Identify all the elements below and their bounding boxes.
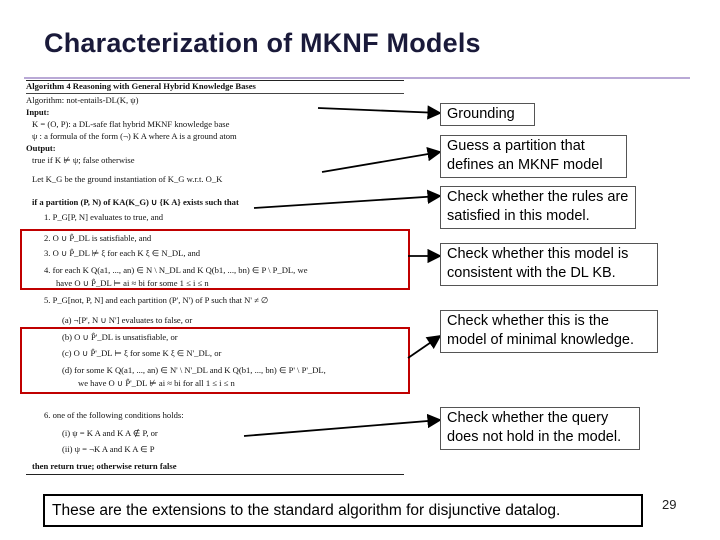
algo-step-6ii: (ii) ψ = ¬K A and K A ∈ P — [62, 444, 155, 454]
algo-line-return: then return true; otherwise return false — [32, 461, 177, 471]
arrow-grounding — [318, 108, 440, 113]
page-number: 29 — [662, 497, 677, 512]
callout-minimal: Check whether this is the model of minimal knowledge. — [440, 310, 658, 353]
arrow-query — [244, 420, 440, 436]
algo-line-ground: Let K_G be the ground instantiation of K_G w.r.t. O_K — [32, 174, 223, 184]
algo-step-5d-cont: we have O ∪ P̂'_DL ⊭ ai ≈ bi for all 1 ≤ i ≤ n — [78, 378, 235, 388]
algo-line-input: Input: — [26, 107, 50, 117]
algo-line-output: Output: — [26, 143, 56, 153]
callout-query: Check whether the query does not hold in the model. — [440, 407, 640, 450]
algo-line-partition: if a partition (P, N) of KA(K_G) ∪ {K A} exists such that — [32, 197, 239, 207]
algorithm-header: Algorithm 4 Reasoning with General Hybrid Knowledge Bases — [26, 81, 256, 91]
callout-partition: Guess a partition that defines an MKNF model — [440, 135, 627, 178]
arrow-minimal — [408, 336, 440, 358]
algo-step-4: 4. for each K Q(a1, ..., an) ∈ N \ N_DL and K Q(b1, ..., bn) ∈ P \ P_DL, we — [44, 265, 308, 275]
arrow-partition — [322, 152, 440, 172]
callout-rules: Check whether the rules are satisfied in this model. — [440, 186, 636, 229]
callout-grounding: Grounding — [440, 103, 535, 126]
algo-step-5a: (a) ¬[P', N ∪ N'] evaluates to false, or — [62, 315, 193, 325]
algo-line-output-desc: true if K ⊭ ψ; false otherwise — [32, 155, 135, 165]
algo-step-6i: (i) ψ = K A and K A ∉ P, or — [62, 428, 158, 438]
algo-line-input-psi: ψ : a formula of the form (¬) K A where A is a ground atom — [32, 131, 237, 141]
algo-step-5b: (b) O ∪ P̂'_DL is unsatisfiable, or — [62, 332, 178, 342]
algo-step-4-cont: have O ∪ P̂_DL ⊨ ai ≈ bi for some 1 ≤ i ≤ n — [56, 278, 209, 288]
slide-title: Characterization of MKNF Models — [44, 28, 481, 58]
algo-step-1: 1. P_G[P, N] evaluates to true, and — [44, 212, 164, 222]
algo-line-signature: Algorithm: not-entails-DL(K, ψ) — [26, 95, 139, 105]
algo-line-input-k: K = (O, P): a DL-safe flat hybrid MKNF knowledge base — [32, 119, 230, 129]
algo-step-5d: (d) for some K Q(a1, ..., an) ∈ N' \ N'_DL and K Q(b1, ..., bn) ∈ P' \ P'_DL, — [62, 365, 326, 375]
algo-step-2: 2. O ∪ P̂_DL is satisfiable, and — [44, 233, 152, 243]
footer-note: These are the extensions to the standard algorithm for disjunctive datalog. — [43, 494, 643, 527]
algo-step-5: 5. P_G[not, P, N] and each partition (P', N') of P such that N' ≠ ∅ — [44, 295, 269, 305]
algo-step-6: 6. one of the following conditions holds: — [44, 410, 184, 420]
callout-consistent: Check whether this model is consistent with the DL KB. — [440, 243, 658, 286]
algo-step-5c: (c) O ∪ P̂'_DL ⊨ ξ for some K ξ ∈ N'_DL, or — [62, 348, 222, 358]
arrow-rules — [254, 196, 440, 208]
algo-step-3: 3. O ∪ P̂_DL ⊭ ξ for each K ξ ∈ N_DL, and — [44, 248, 201, 258]
